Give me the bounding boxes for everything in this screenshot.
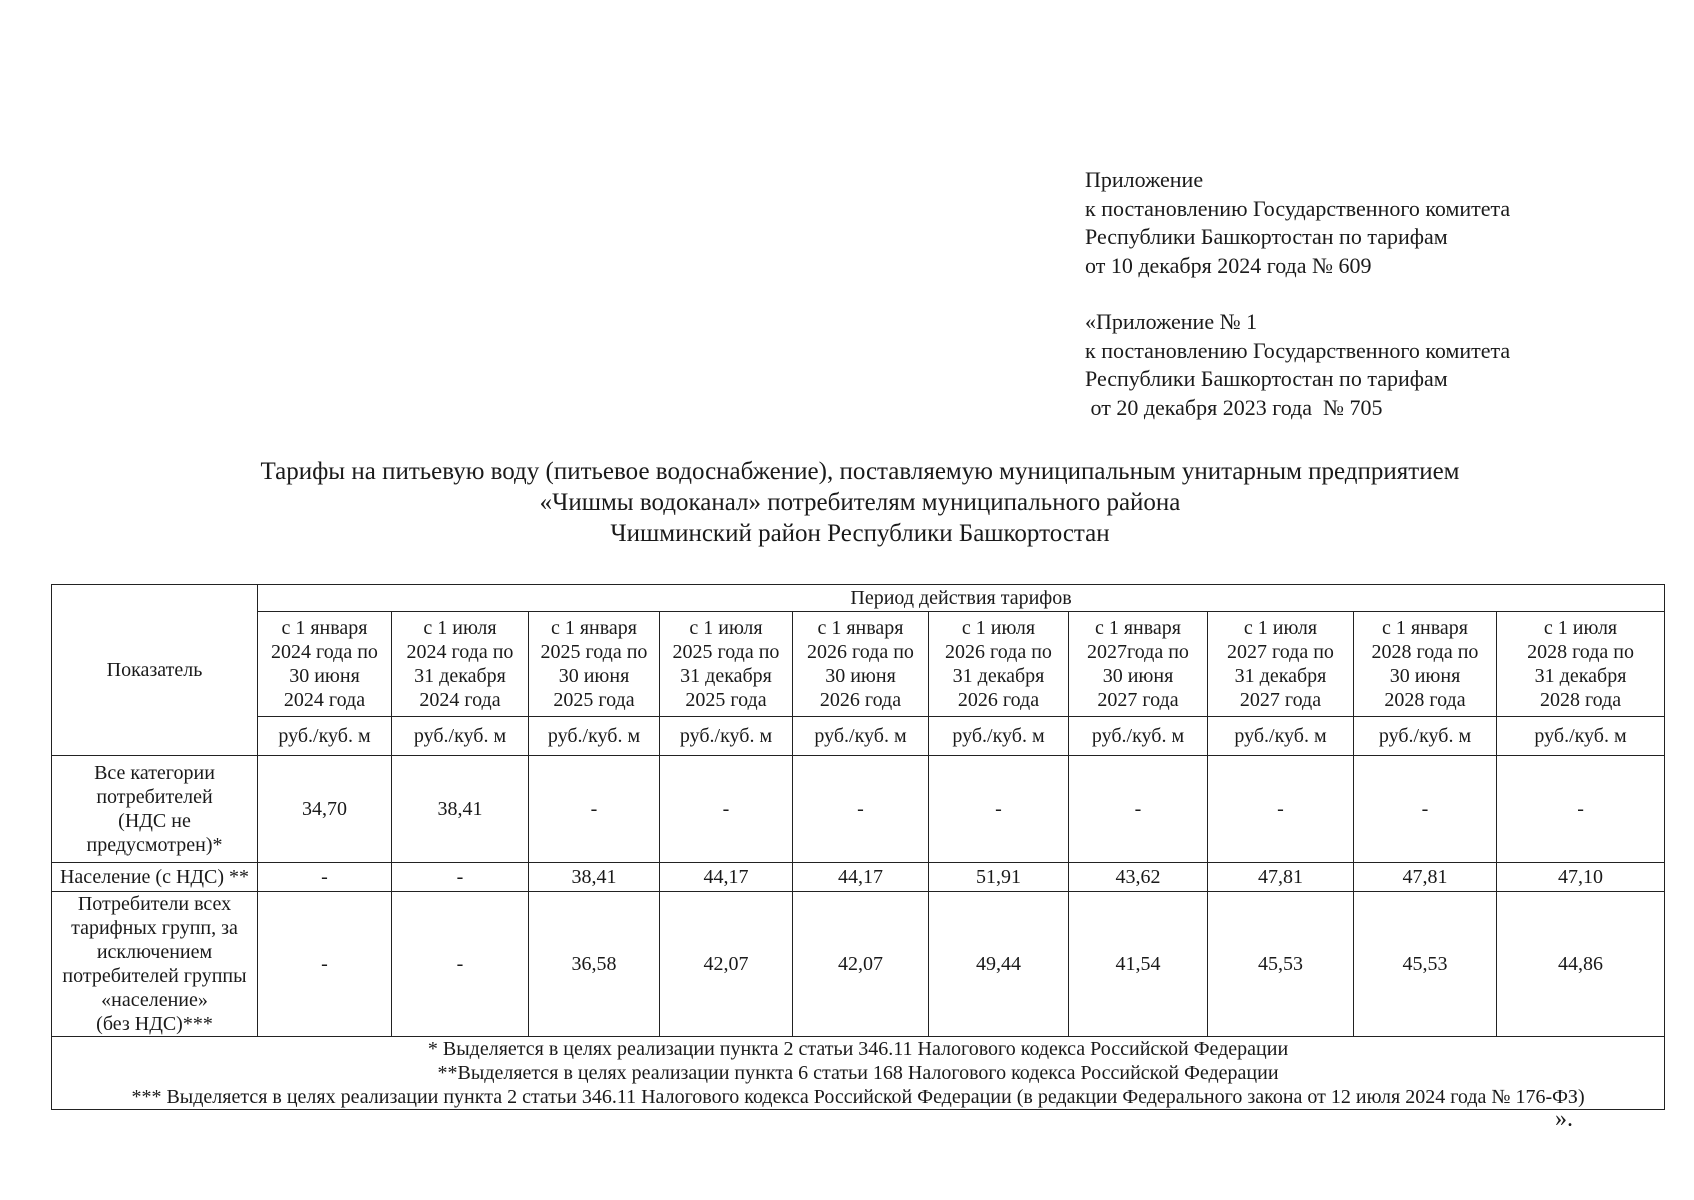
period-line: 2028 года bbox=[1384, 689, 1466, 711]
notes-row bbox=[52, 1037, 1665, 1110]
row-label-line: тарифных групп, за bbox=[71, 917, 238, 939]
period-line: с 1 июля bbox=[1543, 617, 1618, 639]
document-title bbox=[0, 456, 1694, 549]
appendix-block-original bbox=[1085, 308, 1645, 422]
period-line: 2025 года по bbox=[672, 641, 780, 663]
tariff-value: - bbox=[392, 892, 529, 1037]
period-cell bbox=[1208, 612, 1354, 717]
period-line: с 1 января bbox=[817, 617, 904, 639]
appendix-line: от 10 декабря 2024 года № 609 bbox=[1085, 252, 1372, 278]
appendix-line: «Приложение № 1 bbox=[1085, 309, 1258, 334]
period-line: 2027 года bbox=[1097, 689, 1179, 711]
tariff-value: 41,54 bbox=[1069, 892, 1208, 1037]
tariff-value: - bbox=[258, 863, 392, 892]
period-line: 2026 года bbox=[957, 689, 1040, 711]
period-line: 2027 года bbox=[1239, 689, 1322, 711]
tariff-value: 51,91 bbox=[929, 863, 1069, 892]
unit-cell: руб./куб. м bbox=[1354, 717, 1497, 756]
period-line: 2024 года по bbox=[406, 641, 514, 663]
period-cell bbox=[392, 612, 529, 717]
table-row bbox=[52, 863, 1665, 892]
row-label bbox=[52, 863, 258, 892]
row-label-line: потребителей группы bbox=[62, 965, 247, 987]
footnotes bbox=[52, 1037, 1665, 1110]
period-line: 31 декабря bbox=[414, 665, 506, 687]
tariff-value: 47,81 bbox=[1354, 863, 1497, 892]
period-line: 2024 года bbox=[419, 689, 501, 711]
period-header: Период действия тарифов bbox=[258, 585, 1665, 612]
period-line: 2027 года по bbox=[1227, 641, 1334, 663]
title-line: Тарифы на питьевую воду (питьевое водоснабжение), поставляемую муниципальным унитарным предприятием bbox=[260, 458, 1460, 485]
tariff-value: - bbox=[793, 756, 929, 863]
period-line: с 1 января bbox=[1381, 617, 1469, 639]
unit-cell: руб./куб. м bbox=[929, 717, 1069, 756]
tariff-value: 43,62 bbox=[1069, 863, 1208, 892]
tariff-value: - bbox=[929, 756, 1069, 863]
row-label-line: Потребители всех bbox=[77, 893, 232, 915]
appendix-line: к постановлению Государственного комитета bbox=[1085, 195, 1511, 221]
indicator-header: Показатель bbox=[52, 585, 258, 756]
appendix-line: Приложение bbox=[1085, 167, 1204, 192]
period-line: 2024 года по bbox=[271, 641, 378, 663]
period-line: 2027года по bbox=[1087, 641, 1189, 663]
tariff-value: 34,70 bbox=[258, 756, 392, 863]
appendix-line: Республики Башкортостан по тарифам bbox=[1085, 224, 1448, 249]
period-line: 31 декабря bbox=[1234, 665, 1327, 687]
tariff-value: 38,41 bbox=[392, 756, 529, 863]
period-line: 30 июня bbox=[558, 665, 630, 687]
footnote: *** Выделяется в целях реализации пункта 2 статьи 346.11 Налогового кодекса Российской Федерации (в редакции Федерального закона от 12 июля 2024 года № 176-ФЗ) bbox=[131, 1086, 1585, 1108]
table-row bbox=[52, 756, 1665, 863]
header-row-period bbox=[52, 585, 1665, 612]
period-line: 2025 года bbox=[553, 689, 635, 711]
tariff-value: 42,07 bbox=[793, 892, 929, 1037]
row-label-line: «население» bbox=[101, 989, 208, 1011]
period-line: 2028 года по bbox=[1527, 641, 1634, 663]
appendix-line: от 20 декабря 2023 года № 705 bbox=[1085, 394, 1383, 420]
unit-cell: руб./куб. м bbox=[1069, 717, 1208, 756]
period-cell bbox=[660, 612, 793, 717]
tariff-value: 36,58 bbox=[529, 892, 660, 1037]
footnote: **Выделяется в целях реализации пункта 6 статьи 168 Налогового кодекса Российской Федерации bbox=[437, 1062, 1279, 1084]
unit-cell: руб./куб. м bbox=[660, 717, 793, 756]
tariff-value: 45,53 bbox=[1208, 892, 1354, 1037]
period-line: с 1 июля bbox=[961, 617, 1036, 639]
period-line: 2026 года по bbox=[945, 641, 1052, 663]
tariff-value: - bbox=[1354, 756, 1497, 863]
tariff-value: 49,44 bbox=[929, 892, 1069, 1037]
period-line: с 1 января bbox=[281, 617, 368, 639]
period-line: с 1 июля bbox=[423, 617, 497, 639]
period-cell bbox=[1354, 612, 1497, 717]
row-label-line: (НДС не bbox=[118, 810, 191, 832]
row-label-line: предусмотрен)* bbox=[86, 834, 223, 856]
tariff-value: - bbox=[1497, 756, 1665, 863]
period-cell bbox=[793, 612, 929, 717]
period-line: с 1 января bbox=[1094, 617, 1182, 639]
row-label-line: Население (с НДС) ** bbox=[59, 866, 250, 888]
tariff-value: 45,53 bbox=[1354, 892, 1497, 1037]
period-line: 2025 года bbox=[685, 689, 767, 711]
appendix-line: Республики Башкортостан по тарифам bbox=[1085, 366, 1448, 391]
tariff-value: - bbox=[660, 756, 793, 863]
tariff-value: 44,17 bbox=[793, 863, 929, 892]
tariff-value: - bbox=[258, 892, 392, 1037]
period-line: 30 июня bbox=[1102, 665, 1174, 687]
period-line: 2024 года bbox=[283, 689, 366, 711]
closing-quote-mark: ». bbox=[1555, 1106, 1573, 1132]
row-label-line: потребителей bbox=[96, 786, 213, 808]
period-line: 2025 года по bbox=[540, 641, 648, 663]
row-label bbox=[52, 756, 258, 863]
appendix-block-current bbox=[1085, 166, 1645, 280]
unit-cell: руб./куб. м bbox=[1208, 717, 1354, 756]
unit-cell: руб./куб. м bbox=[1497, 717, 1665, 756]
period-line: 2028 года по bbox=[1371, 641, 1479, 663]
unit-cell: руб./куб. м bbox=[392, 717, 529, 756]
period-cell bbox=[529, 612, 660, 717]
period-cell bbox=[929, 612, 1069, 717]
period-line: 31 декабря bbox=[952, 665, 1045, 687]
row-label-line: (без НДС)*** bbox=[96, 1013, 213, 1035]
appendix-line: к постановлению Государственного комитета bbox=[1085, 337, 1511, 363]
row-label-line: Все категории bbox=[94, 762, 215, 784]
period-line: 30 июня bbox=[289, 665, 360, 687]
period-line: 2026 года bbox=[819, 689, 902, 711]
table-row bbox=[52, 892, 1665, 1037]
tariff-value: - bbox=[392, 863, 529, 892]
title-line: Чишминский район Республики Башкортостан bbox=[610, 520, 1110, 547]
footnote: * Выделяется в целях реализации пункта 2 статьи 346.11 Налогового кодекса Российской Федерации bbox=[427, 1038, 1289, 1060]
period-cell bbox=[1497, 612, 1665, 717]
period-line: с 1 июля bbox=[689, 617, 763, 639]
tariff-value: 47,10 bbox=[1497, 863, 1665, 892]
header-row-dates bbox=[52, 612, 1665, 717]
period-cell bbox=[1069, 612, 1208, 717]
period-line: 2026 года по bbox=[807, 641, 914, 663]
tariff-value: 44,86 bbox=[1497, 892, 1665, 1037]
tariff-value: 47,81 bbox=[1208, 863, 1354, 892]
unit-cell: руб./куб. м bbox=[529, 717, 660, 756]
row-label bbox=[52, 892, 258, 1037]
unit-cell: руб./куб. м bbox=[793, 717, 929, 756]
period-line: с 1 января bbox=[550, 617, 638, 639]
period-line: 30 июня bbox=[825, 665, 896, 687]
tariff-value: - bbox=[529, 756, 660, 863]
period-cell bbox=[258, 612, 392, 717]
period-line: 31 декабря bbox=[680, 665, 772, 687]
period-line: с 1 июля bbox=[1243, 617, 1318, 639]
tariff-value: 44,17 bbox=[660, 863, 793, 892]
header-row-units bbox=[52, 717, 1665, 756]
tariff-value: 42,07 bbox=[660, 892, 793, 1037]
tariff-value: - bbox=[1069, 756, 1208, 863]
period-line: 30 июня bbox=[1389, 665, 1461, 687]
tariff-table bbox=[51, 584, 1665, 1110]
period-line: 31 декабря bbox=[1534, 665, 1627, 687]
tariff-value: 38,41 bbox=[529, 863, 660, 892]
tariff-value: - bbox=[1208, 756, 1354, 863]
row-label-line: исключением bbox=[96, 941, 213, 963]
unit-cell: руб./куб. м bbox=[258, 717, 392, 756]
period-line: 2028 года bbox=[1539, 689, 1622, 711]
title-line: «Чишмы водоканал» потребителям муниципального района bbox=[539, 489, 1181, 516]
